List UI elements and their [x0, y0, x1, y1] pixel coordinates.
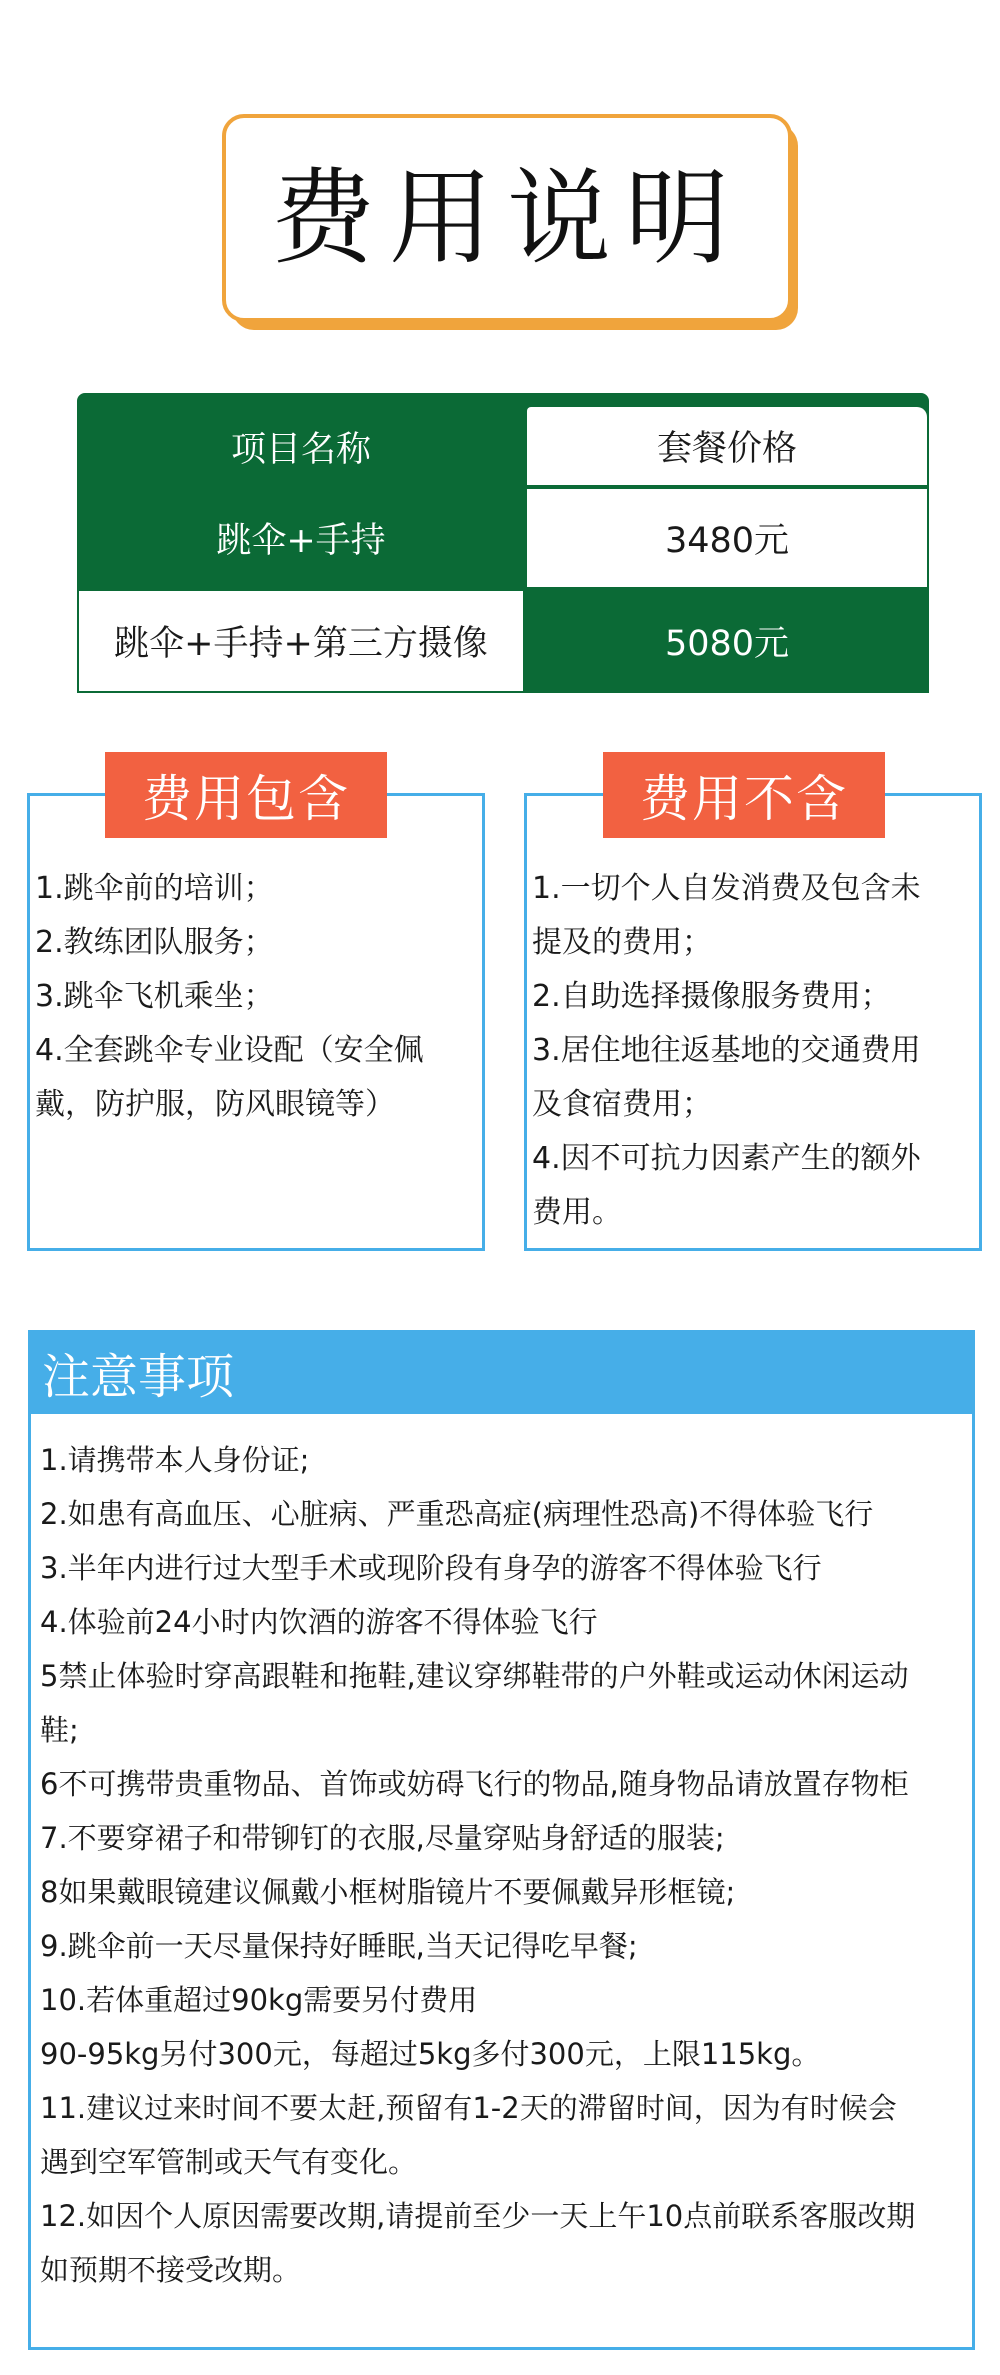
fee-includes-line: 2.教练团队服务； [35, 925, 274, 960]
notice-line: 8如果戴眼镜建议佩戴小框树脂镜片不要佩戴异形框镜; [40, 1875, 736, 1909]
fee-excludes-line: 费用。 [532, 1195, 622, 1230]
fee-excludes-line: 4.因不可抗力因素产生的额外 [532, 1141, 921, 1176]
fee-includes-line: 1.跳伞前的培训； [35, 871, 274, 906]
notice-line: 如预期不接受改期。 [40, 2253, 302, 2287]
price-table-header-price: 套餐价格 [527, 407, 927, 485]
title-banner [222, 114, 792, 322]
fee-includes-list [35, 862, 475, 1132]
fee-excludes-line: 及食宿费用； [532, 1087, 712, 1122]
fee-excludes-line: 2.自助选择摄像服务费用； [532, 979, 891, 1014]
notice-line: 10.若体重超过90kg需要另付费用 [40, 1983, 478, 2017]
fee-excludes-line: 3.居住地往返基地的交通费用 [532, 1033, 921, 1068]
notice-line: 2.如患有高血压、心脏病、严重恐高症(病理性恐高)不得体验飞行 [40, 1497, 874, 1531]
fee-excludes-label: 费用不含 [603, 752, 885, 838]
notice-line: 7.不要穿裙子和带铆钉的衣服,尽量穿贴身舒适的服装; [40, 1821, 725, 1855]
notice-line: 3.半年内进行过大型手术或现阶段有身孕的游客不得体验飞行 [40, 1551, 822, 1585]
fee-excludes-line: 提及的费用； [532, 925, 712, 960]
notice-line: 9.跳伞前一天尽量保持好睡眠,当天记得吃早餐; [40, 1929, 638, 1963]
notice-line: 12.如因个人原因需要改期,请提前至少一天上午10点前联系客服改期 [40, 2199, 916, 2233]
fee-excludes-list [532, 862, 972, 1240]
notice-title: 注意事项 [28, 1330, 975, 1414]
fee-includes-line: 3.跳伞飞机乘坐； [35, 979, 274, 1014]
fee-includes-label: 费用包含 [105, 752, 387, 838]
price-table [77, 393, 929, 693]
fee-includes-line: 戴，防护服，防风眼镜等） [35, 1087, 395, 1122]
notice-line: 4.体验前24小时内饮酒的游客不得体验飞行 [40, 1605, 598, 1639]
page-title: 费用说明 [270, 157, 743, 279]
fee-excludes-line: 1.一切个人自发消费及包含未 [532, 871, 921, 906]
price-table-header-item: 项目名称 [230, 430, 371, 470]
notice-line: 1.请携带本人身份证; [40, 1443, 310, 1477]
notice-line: 鞋; [40, 1713, 79, 1747]
notice-line: 6不可携带贵重物品、首饰或妨碍飞行的物品,随身物品请放置存物柜 [40, 1767, 909, 1801]
notice-line: 90-95kg另付300元，每超过5kg多付300元，上限115kg。 [40, 2037, 821, 2071]
notice-line: 11.建议过来时间不要太赶,预留有1-2天的滞留时间，因为有时候会 [40, 2091, 897, 2125]
notice-list [40, 1433, 965, 2297]
fee-includes-line: 4.全套跳伞专业设配（安全佩 [35, 1033, 424, 1068]
price-table-row-1-item: 跳伞+手持 [216, 521, 386, 561]
price-table-row-1-price: 3480元 [527, 489, 927, 587]
notice-line: 遇到空军管制或天气有变化。 [40, 2145, 418, 2179]
notice-line: 5禁止体验时穿高跟鞋和拖鞋,建议穿绑鞋带的户外鞋或运动休闲运动 [40, 1659, 909, 1693]
price-table-row-2-price: 5080元 [664, 624, 790, 664]
price-table-row-2-item: 跳伞+手持+第三方摄像 [79, 591, 523, 691]
